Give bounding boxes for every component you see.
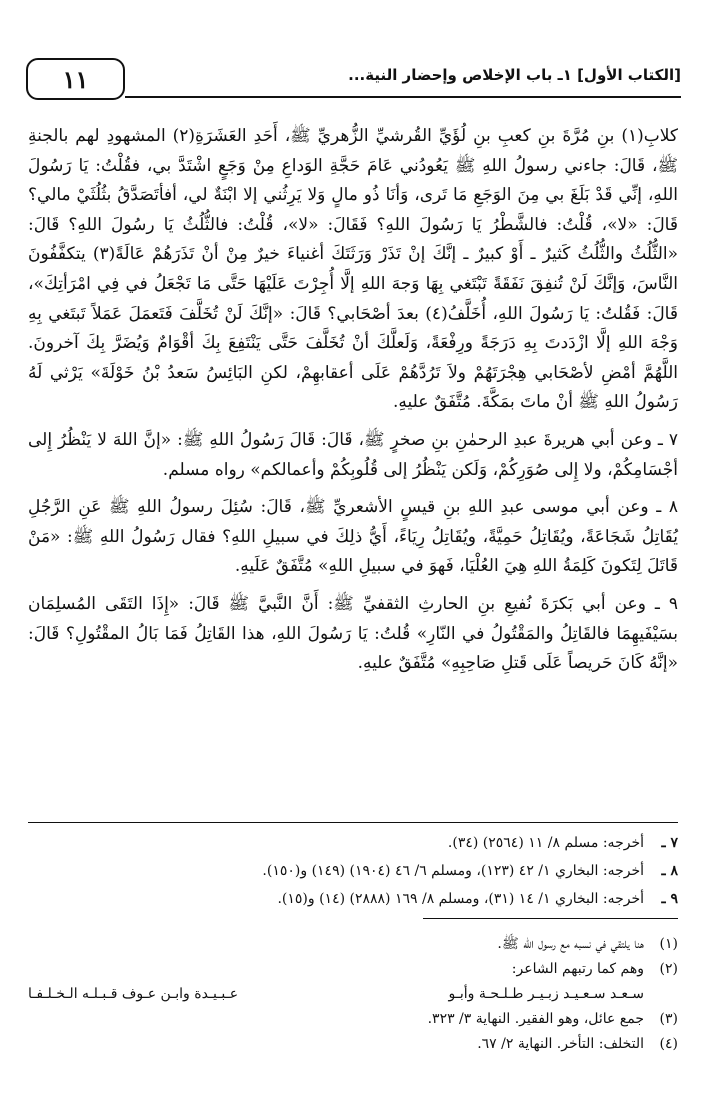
reference-number: ٨ ـ: [661, 863, 678, 879]
footnote: [28, 1032, 678, 1057]
footnote-number: (٤): [659, 1036, 678, 1052]
footnote: [28, 1007, 678, 1032]
footnote-number: (٢): [659, 961, 678, 977]
reference-row: [28, 857, 678, 885]
hadith-references: [28, 822, 678, 913]
hadith-6-continued: كلابِ(١) بنِ مُرَّةَ بنِ كعبِ بنِ لُؤَيِّ القُرشيِّ الزُّهريِّ ﷺ، أَحَدِ العَشَرَةِ(٢) المشهودِ لهم بالجنةِ ﷺ، قَالَ: جاءني رسولُ اللهِ ﷺ يَعُودُني عَامَ حَجَّةِ الوَداعِ مِنْ وَجَعٍ اشْتَدَّ بي، فقُلْتُ: يَا رَسُولَ اللهِ، إنِّي قَدْ بَلَغَ بي مِنَ الوَجَعِ مَا تَرى، وَأنَا ذُو مالٍ وَلا يَرِثُني إلا ابْنَةٌ لي، أفأتَصَدَّقُ بثُلُثَيْ مالي؟ قَالَ: «لا»، قُلْتُ: فالشَّطْرُ يَا رَسُولَ اللهِ؟ فَقَالَ: «لا»، قُلْتُ: فالثُّلُثُ يَا رسُولَ اللهِ؟ قَالَ: «الثُّلُثُ والثُّلُثُ كَثيرٌ ـ أَوْ كبيرٌ ـ إنَّكَ إنْ تَذَرْ وَرَثَتَكَ أغنياءَ خيرٌ مِنْ أنْ تَذَرَهُمْ عَالَةً(٣) يتكفَّفُونَ النَّاسَ، وَإنَّكَ لَنْ تُنفِقَ نَفَقَةً تَبْتَغي بِهَا وَجهَ اللهِ إلَّا أُجِرْتَ عَلَيْهَا حَتَّى مَا تَجْعَلُ في فِي امْرَأتِكَ»، قَالَ: فَقُلتُ: يَا رَسُولَ اللهِ، أُخَلَّفُ(٤) بعدَ أصْحَابي؟ قَالَ: «إنَّكَ لَنْ تُخَلَّفَ فَتَعمَلَ عَمَلاً تَبتَغي بِهِ وَجْهَ اللهِ إلَّا ازْدَدتَ بِهِ دَرَجَةً ورِفْعَةً، وَلَعلَّكَ أنْ تُخَلَّفَ حَتَّى يَنْتَفِعَ بِكَ أقْوَامٌ وَيُضَرَّ بِكَ آخرونَ. اللَّهُمَّ أمْضِ لأصْحَابي هِجْرَتَهُمْ ولاَ تَرُدَّهُمْ عَلَى أعقابهِمْ، لكنِ البَائِسُ سَعدُ بْنُ خَوْلَةَ» يَرْثي لَهُ رَسُولُ اللهِ ﷺ أنْ ماتَ بمَكَّةَ. مُتَّفَقٌ عليهِ.: [28, 126, 678, 413]
hadith-9: ٩ ـ وعن أبي بَكرَةَ نُفيعِ بنِ الحارثِ الثقفيِّ ﷺ: أَنَّ النَّبيَّ ﷺ قَالَ: «إِذَا التَقَى المُسلِمَان بسَيْفَيهِمَا فالقَاتِلُ والمَقْتُولُ في النّارِ» قُلتُ: يَا رَسُولَ اللهِ، هذا القَاتِلُ فَمَا بَالُ المقْتُولِ؟ قَالَ: «إنَّهُ كَانَ حَريصاً عَلَى قَتلِ صَاحِبِهِ» مُتَّفَقٌ عليهِ.: [28, 593, 678, 674]
page-header: [26, 48, 681, 110]
reference-row: [28, 829, 678, 857]
footnote-rule: [423, 918, 678, 919]
header-rule: [125, 96, 681, 98]
main-text: [28, 122, 678, 679]
hadith-8: ٨ ـ وعن أبي موسى عبدِ اللهِ بنِ قيسٍ الأشعريِّ ﷺ، قَالَ: سُئِلَ رسولُ اللهِ ﷺ عَنِ الرَّجُلِ يُقَاتِلُ شَجَاعَةً، ويُقَاتِلُ حَمِيَّةً، ويُقَاتِلُ رِيَاءً، أَيُّ ذلِكَ في سبيلِ اللهِ؟ فقال رَسُولُ اللهِ ﷺ: «مَنْ قَاتَلَ لِتَكونَ كَلِمَةُ اللهِ هِيَ العُلْيَا، فَهوَ في سبيلِ اللهِ» مُتَّفَقٌ عَلَيهِ.: [28, 497, 679, 577]
footnote: [28, 932, 678, 957]
reference-text: أخرجه: البخاري ١/ ٤٢ (١٢٣)، ومسلم ٦/ ٤٦ (١٩٠٤) (١٤٩) و(١٥٠).: [262, 863, 644, 879]
verse-second-hemistich: عـبـيـدة وابـن عـوف قـبـلـه الـخـلـفـا: [28, 986, 239, 1002]
footnote-text: هنا يلتقي في نسبه مع رسول الله ﷺ.: [497, 936, 644, 952]
footnote-text: وهم كما رتبهم الشاعر:: [511, 961, 644, 977]
footnote: [28, 957, 678, 982]
footnote-number: (١): [659, 936, 678, 952]
reference-number: ٧ ـ: [661, 835, 678, 851]
reference-text: أخرجه: البخاري ١/ ١٤ (٣١)، ومسلم ٨/ ١٦٩ (٢٨٨٨) (١٤) و(١٥).: [277, 891, 644, 907]
reference-text: أخرجه: مسلم ٨/ ١١ (٢٥٦٤) (٣٤).: [447, 835, 644, 851]
footnote-text: التخلف: التأخر. النهاية ٢/ ٦٧.: [477, 1036, 644, 1052]
footnote-text: جمع عائل، وهو الفقير. النهاية ٣/ ٣٢٣.: [427, 1011, 644, 1027]
footnotes: [28, 918, 678, 1057]
reference-row: [28, 885, 678, 913]
hadith-7: ٧ ـ وعن أبي هريرةَ عبدِ الرحمٰنِ بنِ صخرٍ ﷺ، قَالَ: قَالَ رَسُولُ اللهِ ﷺ: «إنَّ اللهَ لا يَنْظُرُ إِلى أجْسَامِكُمْ، ولا إِلى صُوَرِكُمْ، وَلَكن يَنْظُرُ إلى قُلُوبِكُمْ وأعمالكم» رواه مسلم.: [28, 429, 678, 480]
footnote-number: (٣): [659, 1011, 678, 1027]
page-number: ١١: [26, 58, 125, 100]
chapter-title: [الكتاب الأول] ١ـ باب الإخلاص وإحضار النية...: [348, 66, 681, 84]
verse-first-hemistich: سـعـد سـعـيـد زبـيـر طـلـحـة وأبـو: [448, 986, 644, 1002]
poem-verse: [28, 982, 678, 1007]
reference-number: ٩ ـ: [661, 891, 678, 907]
